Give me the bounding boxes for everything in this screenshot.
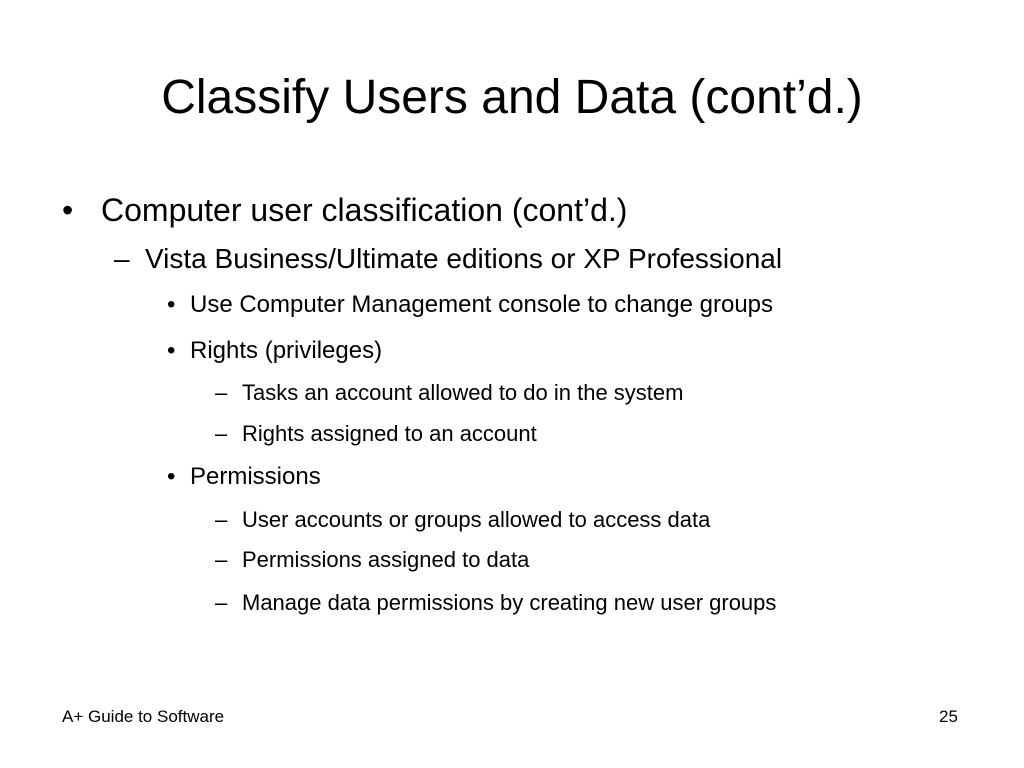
bullet-level4-text: Rights assigned to an account [242, 421, 537, 446]
bullet-level4-text: Tasks an account allowed to do in the system [242, 380, 684, 405]
dash-marker: – [215, 547, 228, 572]
bullet-marker: • [167, 291, 176, 318]
dash-marker: – [215, 421, 228, 446]
dash-marker: – [215, 507, 228, 532]
footer-source: A+ Guide to Software [62, 707, 225, 726]
bullet-marker: • [167, 463, 176, 490]
bullet-level4-text: Manage data permissions by creating new user groups [242, 590, 777, 615]
bullet-marker: • [62, 192, 74, 228]
page-number: 25 [939, 707, 958, 726]
bullet-level1-text: Computer user classification (cont’d.) [101, 192, 628, 228]
bullet-level4-text: User accounts or groups allowed to access data [242, 507, 711, 532]
bullet-level3-text: Rights (privileges) [190, 337, 383, 364]
bullet-level3-text: Use Computer Management console to change groups [190, 291, 774, 318]
bullet-level4-text: Permissions assigned to data [242, 547, 530, 572]
dash-marker: – [215, 380, 228, 405]
dash-marker: – [114, 243, 130, 274]
bullet-marker: • [167, 337, 176, 364]
bullet-level3-text: Permissions [190, 463, 321, 490]
bullet-level2-text: Vista Business/Ultimate editions or XP Professional [145, 243, 783, 274]
dash-marker: – [215, 590, 228, 615]
slide-title: Classify Users and Data (cont’d.) [161, 71, 863, 124]
